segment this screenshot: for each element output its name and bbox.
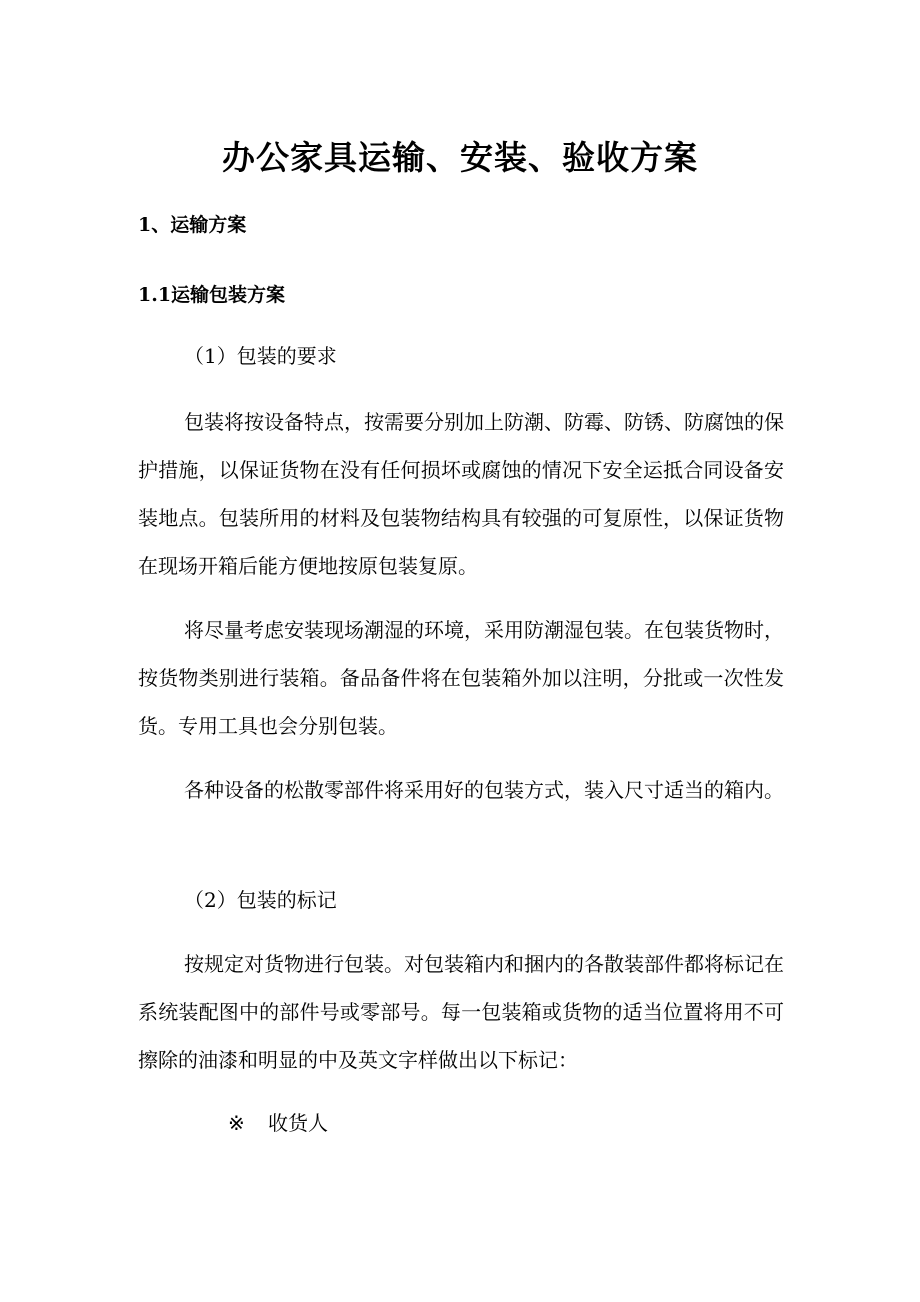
document-title: 办公家具运输、安装、验收方案 [222, 138, 698, 177]
item-heading-marking: （2）包装的标记 [184, 888, 337, 912]
reference-mark-icon: ※ [228, 1111, 245, 1135]
marking-list-item-text: 收货人 [268, 1111, 328, 1135]
marking-list-item [228, 1108, 328, 1138]
subsection-heading-packaging: 1.1运输包装方案 [138, 284, 286, 306]
paragraph-packaging-measures: 包装将按设备特点，按需要分别加上防潮、防霉、防锈、防腐蚀的保护措施，以保证货物在没有任何损坏或腐蚀的情况下安全运抵合同设备安装地点。包装所用的材料及包装物结构具有较强的可复原性，以保证货物在现场开箱后能方便地按原包装复原。 [138, 410, 784, 578]
paragraph-loose-parts: 各种设备的松散零部件将采用好的包装方式，装入尺寸适当的箱内。 [184, 778, 784, 802]
section-heading-transport: 1、运输方案 [138, 214, 247, 236]
paragraph-marking-rules: 按规定对货物进行包装。对包装箱内和捆内的各散装部件都将标记在系统装配图中的部件号或零部号。每一包装箱或货物的适当位置将用不可擦除的油漆和明显的中及英文字样做出以下标记： [138, 952, 784, 1072]
paragraph-moisture-proof: 将尽量考虑安装现场潮湿的环境，采用防潮湿包装。在包装货物时，按货物类别进行装箱。备品备件将在包装箱外加以注明，分批或一次性发货。专用工具也会分别包装。 [138, 618, 784, 738]
item-heading-requirements: （1）包装的要求 [184, 344, 337, 368]
